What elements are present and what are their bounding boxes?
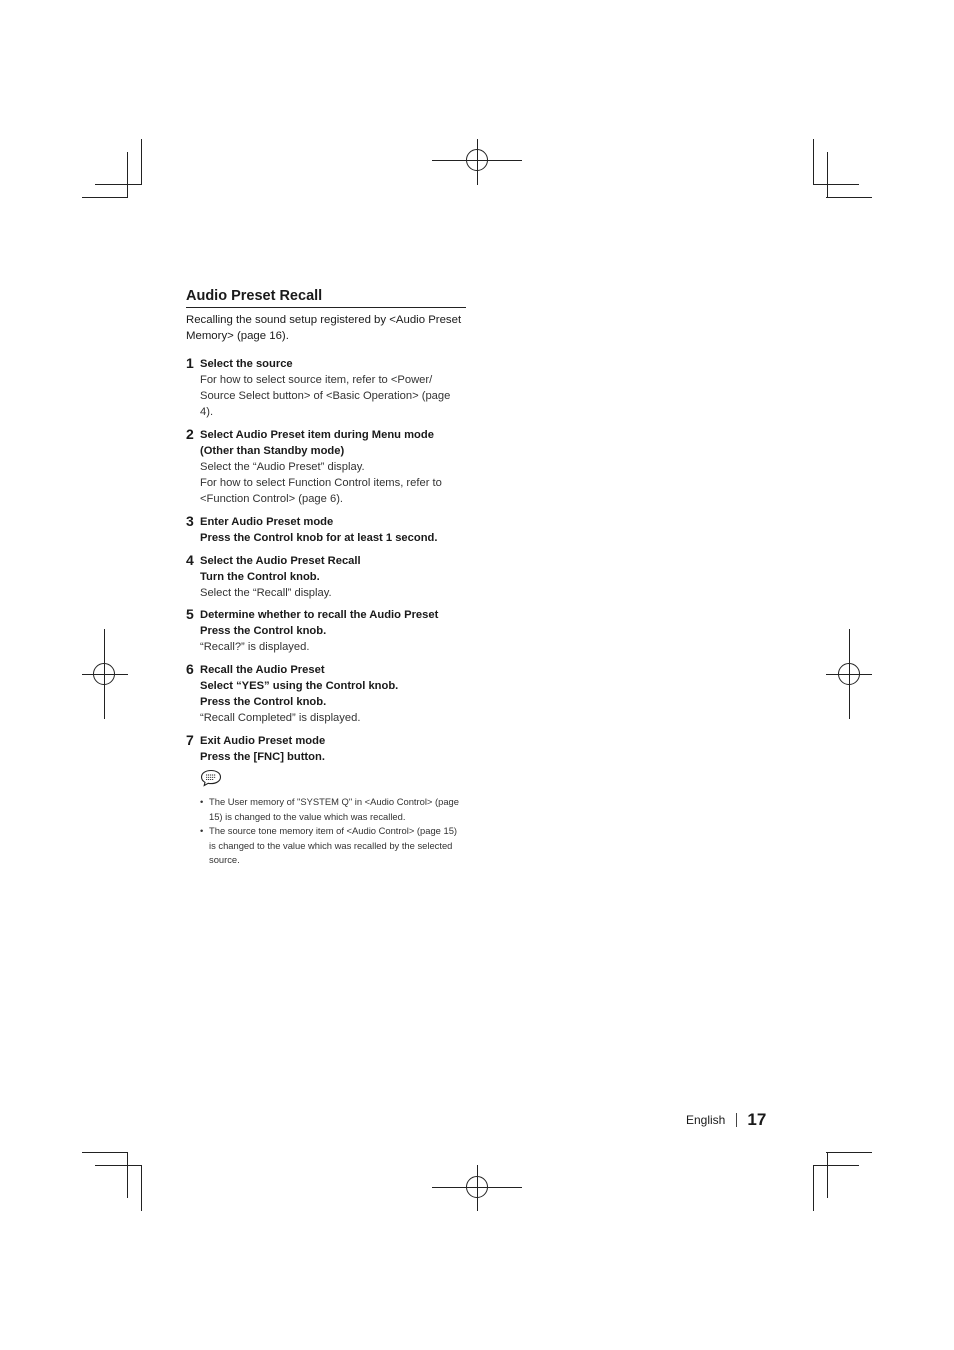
- language-label: English: [686, 1113, 726, 1127]
- step-description: Select the “Audio Preset” display.: [200, 461, 365, 473]
- notes-block: [200, 765, 466, 868]
- step-number: 1: [186, 355, 194, 371]
- section-intro: Recalling the sound setup registered by <Audio Preset Memory> (page 16).: [186, 314, 462, 342]
- step-instruction: Press the Control knob.: [200, 625, 327, 637]
- step-description: For how to select Function Control items, refer to <Function Control> (page 6).: [200, 477, 442, 505]
- step-instruction: Press the Control knob for at least 1 second.: [200, 532, 438, 544]
- notes-list: [200, 795, 466, 868]
- step-instruction: Press the [FNC] button.: [200, 751, 325, 763]
- note-item: • The source tone memory item of <Audio Control> (page 15) is changed to the value which was recalled by the selected source.: [200, 824, 466, 868]
- step-heading: Select the source: [200, 358, 293, 370]
- section-title: Audio Preset Recall: [186, 287, 466, 308]
- step-number: 5: [186, 606, 194, 622]
- step-number: 7: [186, 732, 194, 748]
- step-6: [186, 662, 466, 726]
- page-footer: [686, 1110, 766, 1130]
- footer-divider: [736, 1113, 737, 1127]
- step-number: 4: [186, 552, 194, 568]
- step-description: “Recall Completed” is displayed.: [200, 712, 361, 724]
- step-description: “Recall?” is displayed.: [200, 641, 310, 653]
- step-heading: Enter Audio Preset mode: [200, 516, 334, 528]
- step-instruction: Turn the Control knob.: [200, 571, 320, 583]
- step-number: 3: [186, 513, 194, 529]
- step-1: [186, 356, 466, 420]
- step-number: 6: [186, 661, 194, 677]
- step-4: [186, 553, 466, 601]
- step-5: [186, 607, 466, 655]
- step-heading: Recall the Audio Preset: [200, 664, 325, 676]
- step-heading: Determine whether to recall the Audio Preset: [200, 609, 439, 621]
- step-heading: Select Audio Preset item during Menu mode (Other than Standby mode): [200, 429, 434, 457]
- step-list: [186, 356, 466, 868]
- step-instruction: Press the Control knob.: [200, 696, 327, 708]
- step-7: [186, 733, 466, 868]
- step-description: Select the “Recall” display.: [200, 587, 332, 599]
- note-icon: [200, 769, 222, 787]
- step-number: 2: [186, 426, 194, 442]
- step-heading: Select the Audio Preset Recall: [200, 555, 361, 567]
- step-2: [186, 427, 466, 507]
- step-instruction: Select “YES” using the Control knob.: [200, 680, 399, 692]
- step-heading: Exit Audio Preset mode: [200, 735, 326, 747]
- step-description: For how to select source item, refer to <Power/ Source Select button> of <Basic Operation> (page 4).: [200, 374, 451, 418]
- note-item: • The User memory of "SYSTEM Q" in <Audio Control> (page 15) is changed to the value which was recalled.: [200, 795, 466, 824]
- step-3: [186, 514, 466, 546]
- page-number: 17: [747, 1110, 767, 1129]
- audio-preset-recall-section: [186, 287, 466, 868]
